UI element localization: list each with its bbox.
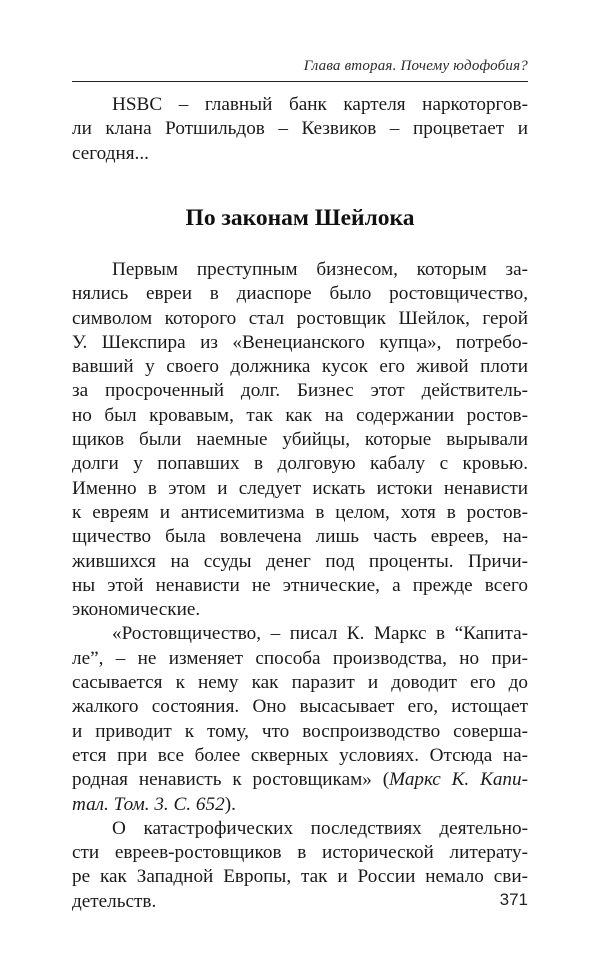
header-rule xyxy=(72,81,528,82)
text-line: к евреям и антисемитизма в целом, хотя в ростов- xyxy=(72,501,528,523)
text-line: У. Шекспира из «Венецианского купца», потребо- xyxy=(72,331,528,353)
text-line: О катастрофических последствиях деятельно- xyxy=(112,817,528,839)
page-number: 371 xyxy=(499,890,528,909)
intro-paragraph xyxy=(72,93,528,166)
text-line: нялись евреи в диаспоре было ростовщичество, xyxy=(72,283,528,305)
text-line: ре как Западной Европы, так и России немало сви- xyxy=(72,866,528,888)
text-line: жалкого состояния. Оно высасывает его, истощает xyxy=(72,696,528,718)
text-line: ле”, – не изменяет способа производства, но при- xyxy=(72,647,528,669)
text-run: ). xyxy=(224,793,236,815)
paragraph-2-quote xyxy=(72,622,528,816)
text-line: но был кровавым, так как на содержании ростов- xyxy=(72,404,528,426)
text-line: HSBC – главный банк картеля наркоторгов- xyxy=(112,94,528,115)
citation-italic: тал. Том. 3. С. 652 xyxy=(72,793,225,815)
text-line: жившихся на ссуды денег под проценты. Причи- xyxy=(72,550,528,572)
text-line: сти евреев-ростовщиков в исторической литерату- xyxy=(72,842,528,864)
text-line: «Ростовщичество, – писал К. Маркс в “Капита- xyxy=(112,623,528,645)
text-line: детельств. xyxy=(72,890,157,912)
text-line xyxy=(72,768,528,792)
text-line xyxy=(72,793,528,817)
text-line: ны этой ненависти не этнические, а прежде всего xyxy=(72,574,528,596)
citation-italic: Маркс К. Капи- xyxy=(389,769,528,791)
text-line: сегодня... xyxy=(72,142,149,164)
text-line: щиков были наемные убийцы, которые вырывали xyxy=(72,429,528,451)
body-text xyxy=(72,258,528,914)
text-run: родная ненависть к ростовщикам» ( xyxy=(72,769,390,791)
text-line: ли клана Ротшильдов – Кезвиков – процветает и xyxy=(72,118,528,140)
running-header: Глава вторая. Почему юдофобия? xyxy=(303,58,528,74)
text-line: ется при все более скверных условиях. Отсюда на- xyxy=(72,744,528,766)
text-line: долги у попавших в долговую кабалу с кровью. xyxy=(72,453,528,475)
text-line: Первым преступным бизнесом, которым за- xyxy=(112,259,528,280)
text-line: сасывается к нему как паразит и доводит его до xyxy=(72,672,528,694)
text-line: символом которого стал ростовщик Шейлок, герой xyxy=(72,307,528,329)
text-line: за просроченный долг. Бизнес этот действитель- xyxy=(72,380,528,402)
section-heading: По законам Шейлока xyxy=(185,205,415,231)
paragraph-3 xyxy=(72,817,528,914)
text-line: экономические. xyxy=(72,599,201,621)
text-line: Именно в этом и следует искать истоки ненависти xyxy=(72,477,528,499)
text-line: щичество была вовлечена лишь часть евреев, на- xyxy=(72,526,528,548)
paragraph-1 xyxy=(72,258,528,622)
text-line: и приводит к тому, что воспроизводство соверша- xyxy=(72,720,528,742)
text-line: вавший у своего должника кусок его живой плоти xyxy=(72,356,528,378)
